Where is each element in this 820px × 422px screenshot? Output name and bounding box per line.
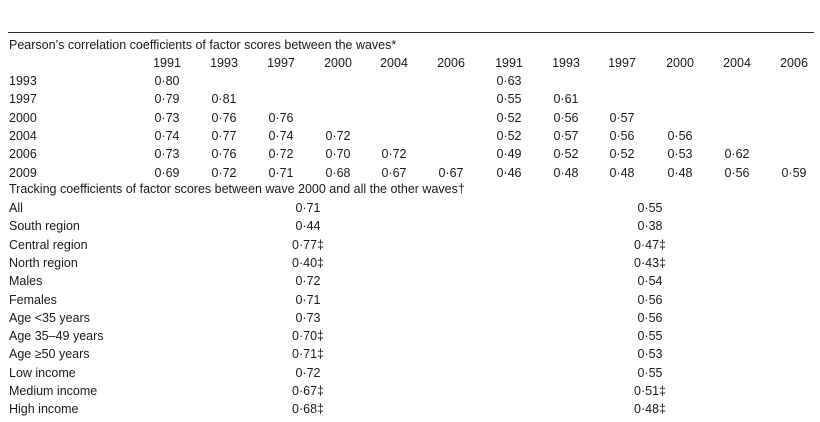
table-cell: 0·48: [553, 165, 579, 180]
table-cell: 0·61: [553, 92, 579, 107]
table-cell: 0·59: [781, 165, 807, 180]
row-label: 2006: [9, 147, 37, 162]
table-cell: 0·53: [667, 147, 693, 162]
table-cell: 0·74: [154, 128, 180, 143]
table-cell: 0·55: [496, 92, 522, 107]
table-cell: 0·72: [295, 274, 321, 289]
column-header: 1991: [153, 56, 181, 70]
table-cell: 0·81: [211, 92, 237, 107]
table-cell: 0·55: [637, 365, 663, 380]
table-cell: 0·76: [211, 110, 237, 125]
table-cell: 0·48‡: [634, 402, 666, 417]
row-label: 2009: [9, 165, 37, 180]
table-cell: 0·71: [295, 292, 321, 307]
table-cell: 0·44: [295, 219, 321, 234]
table-cell: 0·43‡: [634, 255, 666, 270]
table-cell: 0·72: [211, 165, 237, 180]
table-cell: 0·52: [496, 128, 522, 143]
row-label: Age ≥50 years: [9, 347, 90, 362]
column-header: 2004: [380, 56, 408, 70]
column-header: 2006: [437, 56, 465, 70]
table-cell: 0·72: [325, 128, 351, 143]
table-cell: 0·67: [381, 165, 407, 180]
row-label: South region: [9, 219, 80, 234]
row-label: High income: [9, 402, 79, 417]
table-cell: 0·46: [496, 165, 522, 180]
table-cell: 0·52: [496, 110, 522, 125]
table-cell: 0·54: [637, 274, 663, 289]
row-label: Age 35–49 years: [9, 329, 104, 344]
column-header: 1991: [495, 56, 523, 70]
row-label: North region: [9, 255, 78, 270]
table-cell: 0·71: [268, 165, 294, 180]
table-cell: 0·52: [553, 147, 579, 162]
pearson-section-title: Pearson’s correlation coefficients of factor scores between the waves*: [9, 38, 397, 52]
table-cell: 0·56: [637, 310, 663, 325]
column-header: 1993: [210, 56, 238, 70]
column-header: 2000: [324, 56, 352, 70]
table-cell: 0·68: [325, 165, 351, 180]
row-label: Medium income: [9, 384, 98, 398]
column-header: 2000: [666, 56, 694, 70]
table-cell: 0·56: [553, 110, 579, 125]
table-cell: 0·52: [609, 147, 635, 162]
table-cell: 0·67‡: [292, 384, 324, 398]
table-cell: 0·68‡: [292, 402, 324, 417]
table-cell: 0·40‡: [292, 255, 324, 270]
table-cell: 0·76: [268, 110, 294, 125]
table-cell: 0·70: [325, 147, 351, 162]
tracking-section-title: Tracking coefficients of factor scores between wave 2000 and all the other waves†: [9, 182, 465, 196]
column-header: 1997: [608, 56, 636, 70]
table-cell: 0·77: [211, 128, 237, 143]
table-cell: 0·56: [637, 292, 663, 307]
table-cell: 0·56: [609, 128, 635, 143]
table-cell: 0·62: [724, 147, 750, 162]
table-cell: 0·55: [637, 201, 663, 215]
table-cell: 0·79: [154, 92, 180, 107]
table-cell: 0·71‡: [292, 347, 324, 362]
table-cell: 0·69: [154, 165, 180, 180]
row-label: 1997: [9, 92, 37, 107]
table-cell: 0·74: [268, 128, 294, 143]
row-label: Males: [9, 274, 43, 289]
row-label: Central region: [9, 237, 88, 252]
column-header: 1993: [552, 56, 580, 70]
row-label: All: [9, 201, 23, 215]
table-cell: 0·57: [609, 110, 635, 125]
table-cell: 0·77‡: [292, 237, 324, 252]
row-label: Age <35 years: [9, 310, 90, 325]
table-cell: 0·73: [295, 310, 321, 325]
table-cell: 0·72: [381, 147, 407, 162]
column-header: 2004: [723, 56, 751, 70]
table-cell: 0·56: [724, 165, 750, 180]
table-cell: 0·73: [154, 147, 180, 162]
table-cell: 0·53: [637, 347, 663, 362]
table-cell: 0·63: [496, 74, 522, 88]
table-cell: 0·55: [637, 329, 663, 344]
table-cell: 0·57: [553, 128, 579, 143]
table-cell: 0·48: [667, 165, 693, 180]
table-cell: 0·72: [268, 147, 294, 162]
row-label: 2004: [9, 128, 37, 143]
table-cell: 0·48: [609, 165, 635, 180]
table-cell: 0·51‡: [634, 384, 666, 398]
table-cell: 0·49: [496, 147, 522, 162]
row-label: 1993: [9, 74, 37, 88]
table-cell: 0·71: [295, 201, 321, 215]
table-cell: 0·80: [154, 74, 180, 88]
table-cell: 0·47‡: [634, 237, 666, 252]
table-cell: 0·67: [438, 165, 464, 180]
table-cell: 0·76: [211, 147, 237, 162]
row-label: Low income: [9, 365, 76, 380]
row-label: Females: [9, 292, 57, 307]
row-label: 2000: [9, 110, 37, 125]
column-header: 2006: [780, 56, 808, 70]
table-cell: 0·72: [295, 365, 321, 380]
top-rule: [8, 32, 814, 33]
table-cell: 0·38: [637, 219, 663, 234]
column-header: 1997: [267, 56, 295, 70]
table-cell: 0·56: [667, 128, 693, 143]
table-cell: 0·73: [154, 110, 180, 125]
table-cell: 0·70‡: [292, 329, 324, 344]
